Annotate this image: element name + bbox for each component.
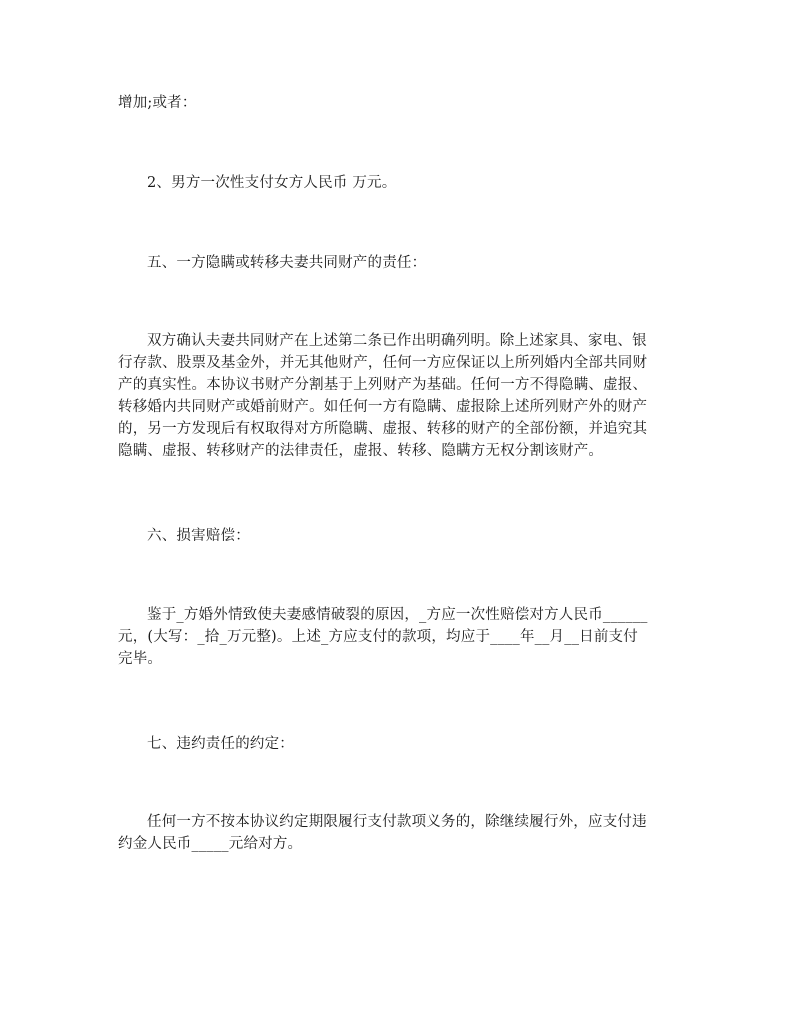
- section-5-line: 产的真实性。本协议书财产分割基于上列财产为基础。任何一方不得隐瞒、虚报、: [118, 377, 648, 393]
- section-5-heading: 五、一方隐瞒或转移夫妻共同财产的责任：: [147, 255, 427, 271]
- section-5-line: 转移婚内共同财产或婚前财产。如任何一方有隐瞒、虚报除上述所列财产外的财产: [118, 399, 648, 415]
- text-line-continuation: 增加;或者：: [118, 95, 197, 111]
- text-line-payment: 2、男方一次性支付女方人民币 万元。: [147, 175, 397, 191]
- section-7-heading: 七、违约责任的约定：: [147, 736, 294, 752]
- section-6-body: [118, 604, 680, 670]
- section-5-line: 行存款、股票及基金外，并无其他财产，任何一方应保证以上所列婚内全部共同财: [118, 355, 648, 371]
- section-6-line: 元，(大写：_拾_万元整)。上述_方应支付的款项，均应于____年__月__日前支付: [118, 629, 638, 645]
- section-6-line: 鉴于_方婚外情致使夫妻感情破裂的原因，_方应一次性赔偿对方人民币______: [147, 607, 648, 623]
- section-7-line: 约金人民币_____元给对方。: [118, 836, 303, 852]
- section-7-body: [118, 811, 680, 855]
- section-6-heading: 六、损害赔偿：: [147, 528, 250, 544]
- section-7-line: 任何一方不按本协议约定期限履行支付款项义务的，除继续履行外，应支付违: [147, 814, 647, 830]
- section-6-line: 完毕。: [118, 651, 163, 667]
- section-5-body: [118, 330, 680, 462]
- section-5-line: 双方确认夫妻共同财产在上述第二条已作出明确列明。除上述家具、家电、银: [147, 333, 647, 349]
- section-5-line: 隐瞒、虚报、转移财产的法律责任，虚报、转移、隐瞒方无权分割该财产。: [118, 443, 604, 459]
- section-5-line: 的，另一方发现后有权取得对方所隐瞒、虚报、转移的财产的全部份额，并追究其: [118, 421, 648, 437]
